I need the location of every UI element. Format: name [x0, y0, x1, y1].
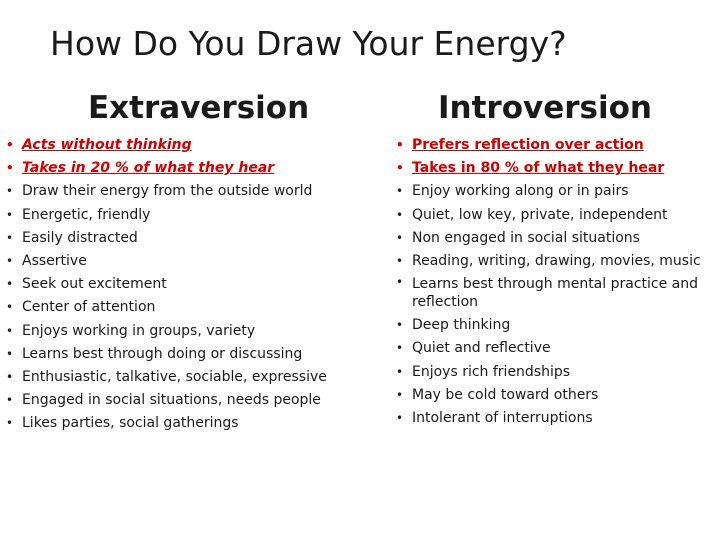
extraversion-list-item: [6, 227, 366, 250]
bullet-icon: •: [6, 207, 14, 222]
introversion-column: [396, 90, 714, 430]
extraversion-list-item: [6, 273, 366, 296]
extraversion-list-item: [6, 366, 366, 389]
bullet-icon: •: [6, 370, 14, 385]
list-item-text: Deep thinking: [412, 317, 511, 334]
extraversion-list-item: [6, 296, 366, 319]
bullet-icon: •: [396, 387, 404, 402]
extraversion-list-item: [6, 389, 366, 412]
list-item-text: Center of attention: [22, 299, 156, 316]
bullet-icon: •: [396, 138, 404, 152]
introversion-list-item: [396, 134, 714, 157]
list-item-text: Takes in 80 % of what they hear: [412, 160, 665, 177]
list-item-text: Acts without thinking: [22, 137, 192, 153]
introversion-list: [396, 134, 714, 430]
bullet-icon: •: [6, 138, 14, 152]
extraversion-list-item: [6, 134, 366, 157]
list-item-text: Reading, writing, drawing, movies, music: [412, 253, 701, 270]
extraversion-list-item: [6, 343, 366, 366]
introversion-heading: Introversion: [438, 90, 652, 126]
slide-title: How Do You Draw Your Energy?: [50, 24, 567, 63]
list-item-text: Easily distracted: [22, 229, 138, 246]
bullet-icon: •: [6, 184, 14, 199]
extraversion-list: [6, 134, 366, 436]
introversion-list-item: [396, 250, 714, 273]
introversion-list-item: [396, 273, 714, 314]
list-item-text: Enjoy working along or in pairs: [412, 183, 629, 200]
list-item-text: Takes in 20 % of what they hear: [22, 160, 275, 177]
introversion-list-item: [396, 227, 714, 250]
list-item-text: Learns best through doing or discussing: [22, 345, 303, 362]
list-item-text: Non engaged in social situations: [412, 229, 640, 246]
bullet-icon: •: [396, 230, 404, 245]
list-item-text: Seek out excitement: [22, 276, 167, 293]
extraversion-heading: Extraversion: [88, 90, 310, 126]
bullet-icon: •: [396, 184, 404, 199]
introversion-list-item: [396, 314, 714, 337]
list-item-text: Energetic, friendly: [22, 206, 151, 223]
bullet-icon: •: [6, 254, 14, 269]
list-item-text: Learns best through mental practice and reflection: [412, 276, 698, 311]
introversion-list-item: [396, 180, 714, 203]
bullet-icon: •: [6, 277, 14, 292]
list-item-text: Assertive: [22, 253, 87, 270]
list-item-text: Quiet, low key, private, independent: [412, 206, 668, 223]
bullet-icon: •: [396, 411, 404, 426]
bullet-icon: •: [6, 416, 14, 431]
introversion-list-item: [396, 157, 714, 180]
extraversion-list-item: [6, 412, 366, 435]
bullet-icon: •: [6, 346, 14, 361]
extraversion-list-item: [6, 180, 366, 203]
introversion-list-item: [396, 204, 714, 227]
extraversion-column: [6, 90, 366, 436]
list-item-text: Prefers reflection over action: [412, 137, 644, 153]
bullet-icon: •: [6, 393, 14, 408]
list-item-text: May be cold toward others: [412, 386, 599, 403]
introversion-list-item: [396, 384, 714, 407]
extraversion-list-item: [6, 320, 366, 343]
introversion-list-item: [396, 361, 714, 384]
extraversion-list-item: [6, 204, 366, 227]
bullet-icon: •: [6, 230, 14, 245]
introversion-list-item: [396, 337, 714, 360]
extraversion-list-item: [6, 157, 366, 180]
introversion-list-item: [396, 407, 714, 430]
list-item-text: Enjoys rich friendships: [412, 363, 571, 380]
bullet-icon: •: [396, 254, 404, 269]
bullet-icon: •: [396, 318, 404, 333]
bullet-icon: •: [6, 300, 14, 315]
list-item-text: Quiet and reflective: [412, 340, 551, 357]
list-item-text: Enjoys working in groups, variety: [22, 322, 256, 339]
bullet-icon: •: [6, 161, 14, 176]
bullet-icon: •: [396, 275, 404, 290]
list-item-text: Likes parties, social gatherings: [22, 415, 239, 432]
list-item-text: Draw their energy from the outside world: [22, 183, 313, 200]
list-item-text: Intolerant of interruptions: [412, 410, 593, 427]
bullet-icon: •: [396, 207, 404, 222]
list-item-text: Enthusiastic, talkative, sociable, expressive: [22, 369, 327, 386]
bullet-icon: •: [396, 341, 404, 356]
bullet-icon: •: [6, 323, 14, 338]
extraversion-list-item: [6, 250, 366, 273]
list-item-text: Engaged in social situations, needs people: [22, 392, 321, 409]
bullet-icon: •: [396, 364, 404, 379]
bullet-icon: •: [396, 161, 404, 176]
